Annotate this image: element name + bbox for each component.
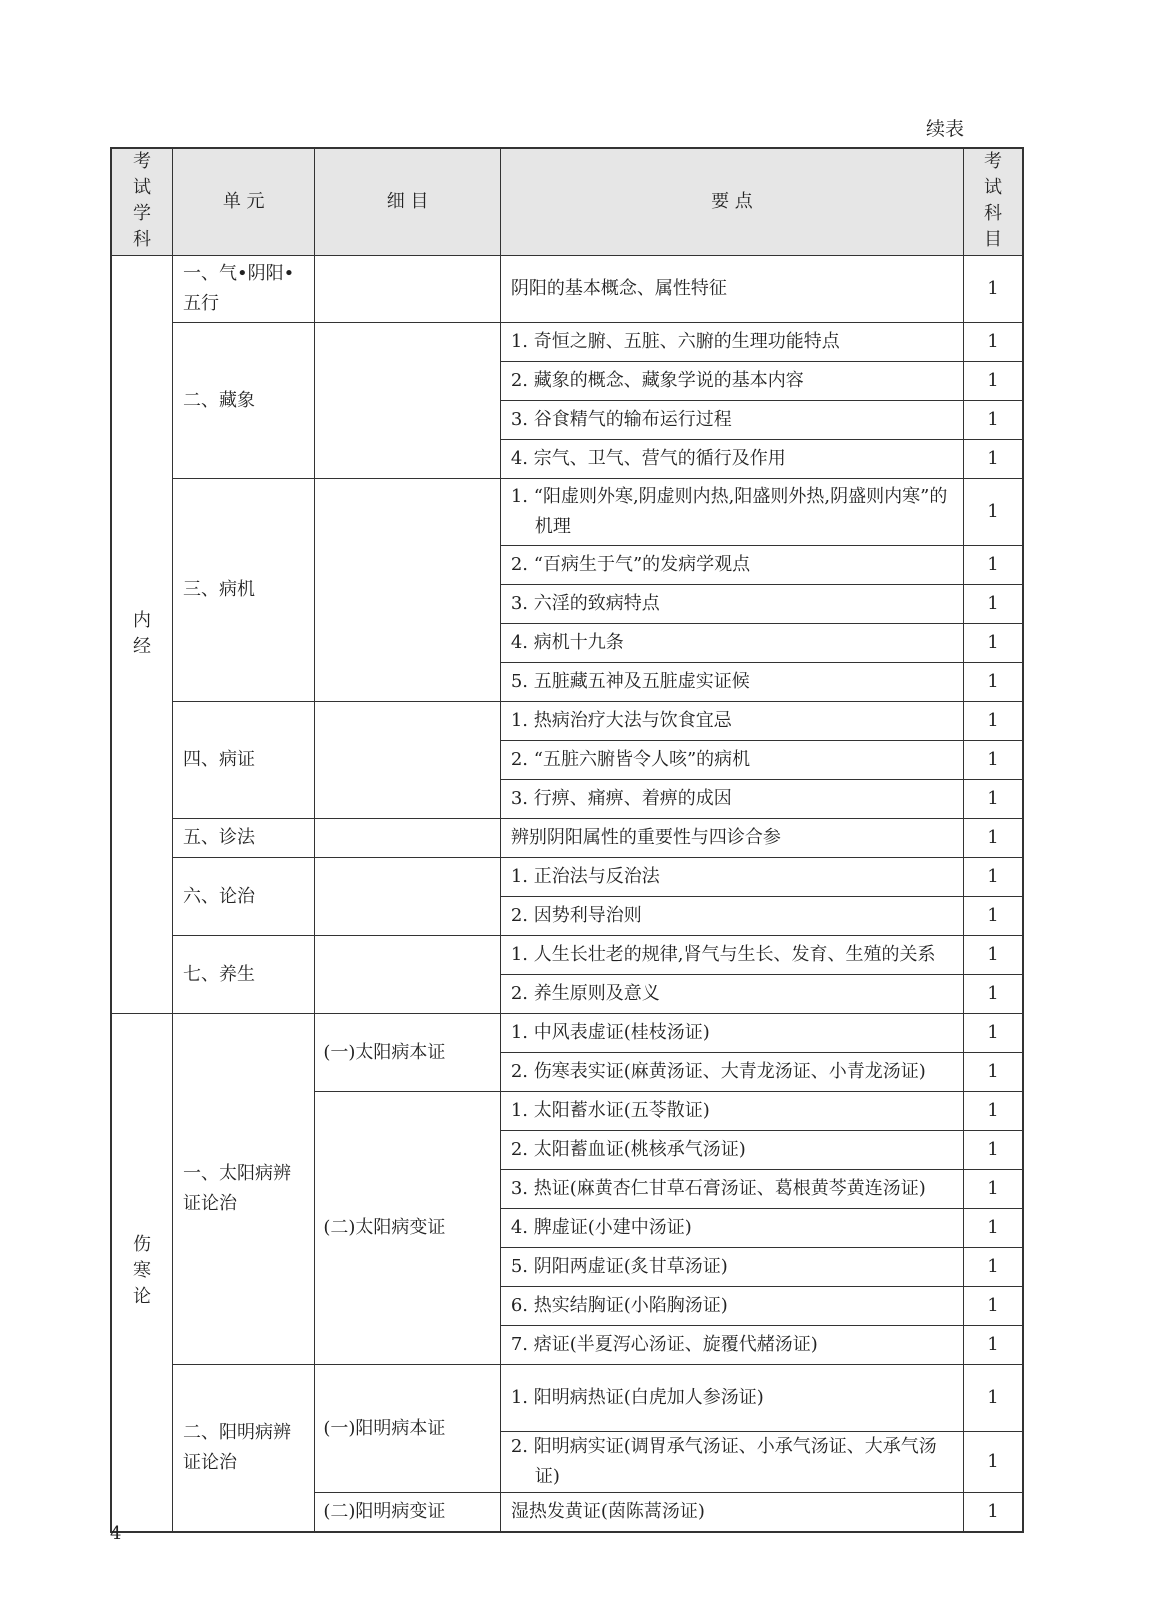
point-cell <box>500 1131 963 1170</box>
exam-cell: 1 <box>964 663 1023 702</box>
exam-cell: 1 <box>964 440 1023 479</box>
header-subject: 考试学科 <box>111 148 172 256</box>
exam-cell: 1 <box>964 741 1023 780</box>
table-row <box>111 936 1023 975</box>
point-text: 3. 热证(麻黄杏仁甘草石膏汤证、葛根黄芩黄连汤证) <box>510 1178 926 1199</box>
point-text: 4. 病机十九条 <box>510 632 624 653</box>
point-cell <box>500 975 963 1014</box>
unit-cell: 六、论治 <box>172 858 314 936</box>
point-cell <box>500 1287 963 1326</box>
exam-cell: 1 <box>964 1432 1023 1493</box>
continued-label: 续表 <box>925 118 964 140</box>
exam-cell: 1 <box>964 1326 1023 1365</box>
page-number: 4 <box>110 1523 122 1544</box>
point-cell <box>500 1365 963 1432</box>
table-row <box>111 702 1023 741</box>
unit-cell: 四、病证 <box>172 702 314 819</box>
point-cell <box>500 780 963 819</box>
unit-cell: 五、诊法 <box>172 819 314 858</box>
point-text: 3. 行痹、痛痹、着痹的成因 <box>510 788 732 809</box>
point-text: 2. 太阳蓄血证(桃核承气汤证) <box>510 1139 746 1160</box>
point-cell <box>500 624 963 663</box>
point-cell <box>500 741 963 780</box>
point-cell <box>500 897 963 936</box>
unit-cell: 二、阳明病辨证论治 <box>172 1365 314 1532</box>
subject-cell: 伤寒论 <box>111 1014 172 1532</box>
exam-cell: 1 <box>964 858 1023 897</box>
point-cell <box>500 256 963 323</box>
point-text: 1. 太阳蓄水证(五苓散证) <box>510 1100 710 1121</box>
detail-cell <box>315 256 500 323</box>
table-row <box>111 1365 1023 1432</box>
exam-cell: 1 <box>964 585 1023 624</box>
point-cell <box>500 1170 963 1209</box>
exam-cell: 1 <box>964 819 1023 858</box>
point-cell <box>500 362 963 401</box>
exam-cell: 1 <box>964 936 1023 975</box>
point-cell <box>500 1248 963 1287</box>
table-row <box>111 256 1023 323</box>
point-text: 4. 脾虚证(小建中汤证) <box>510 1217 692 1238</box>
point-cell <box>500 1053 963 1092</box>
point-text: 2. 因势利导治则 <box>510 905 642 926</box>
detail-cell <box>315 858 500 936</box>
detail-cell <box>315 819 500 858</box>
point-text: 2. 伤寒表实证(麻黄汤证、大青龙汤证、小青龙汤证) <box>510 1061 926 1082</box>
point-text: 1. 奇恒之腑、五脏、六腑的生理功能特点 <box>510 331 840 352</box>
point-cell <box>500 663 963 702</box>
unit-cell: 一、气•阴阳•五行 <box>172 256 314 323</box>
unit-cell: 二、藏象 <box>172 323 314 479</box>
exam-cell: 1 <box>964 479 1023 546</box>
point-cell <box>500 1209 963 1248</box>
syllabus-table <box>110 147 1024 1533</box>
exam-cell: 1 <box>964 975 1023 1014</box>
point-cell <box>500 440 963 479</box>
header-unit: 单 元 <box>172 148 314 256</box>
table-row <box>111 323 1023 362</box>
point-text: 1. 中风表虚证(桂枝汤证) <box>510 1022 710 1043</box>
point-cell <box>500 479 963 546</box>
point-cell <box>500 1014 963 1053</box>
exam-cell: 1 <box>964 780 1023 819</box>
point-text: 阴阳的基本概念、属性特征 <box>510 278 727 299</box>
point-text: 湿热发黄证(茵陈蒿汤证) <box>510 1500 705 1522</box>
exam-cell: 1 <box>964 1209 1023 1248</box>
point-text: 6. 热实结胸证(小陷胸汤证) <box>510 1295 728 1316</box>
point-text: 4. 宗气、卫气、营气的循行及作用 <box>510 448 786 469</box>
unit-cell: 七、养生 <box>172 936 314 1014</box>
point-text: 2. 养生原则及意义 <box>510 983 660 1004</box>
point-cell <box>500 1493 963 1532</box>
header-row <box>111 148 1023 256</box>
detail-cell: (二)太阳病变证 <box>315 1092 500 1365</box>
point-cell <box>500 936 963 975</box>
exam-cell: 1 <box>964 1131 1023 1170</box>
point-cell <box>500 1432 963 1493</box>
exam-cell: 1 <box>964 1248 1023 1287</box>
detail-cell: (二)阳明病变证 <box>315 1493 500 1532</box>
detail-cell <box>315 702 500 819</box>
exam-cell: 1 <box>964 401 1023 440</box>
exam-cell: 1 <box>964 1014 1023 1053</box>
detail-cell: (一)太阳病本证 <box>315 1014 500 1092</box>
point-text: 2. “百病生于气”的发病学观点 <box>510 554 751 575</box>
point-text: 2. 阳明病实证(调胃承气汤证、小承气汤证、大承气汤证) <box>510 1436 937 1487</box>
detail-cell <box>315 323 500 479</box>
point-cell <box>500 546 963 585</box>
point-cell <box>500 1326 963 1365</box>
exam-cell: 1 <box>964 1287 1023 1326</box>
point-text: 辨别阴阳属性的重要性与四诊合参 <box>510 827 781 848</box>
exam-cell: 1 <box>964 1493 1023 1532</box>
table-row <box>111 1014 1023 1053</box>
detail-cell: (一)阳明病本证 <box>315 1365 500 1493</box>
point-cell <box>500 702 963 741</box>
exam-cell: 1 <box>964 897 1023 936</box>
point-text: 3. 六淫的致病特点 <box>510 593 660 614</box>
point-cell <box>500 819 963 858</box>
exam-cell: 1 <box>964 702 1023 741</box>
detail-cell <box>315 479 500 702</box>
header-point: 要 点 <box>500 148 963 256</box>
point-text: 7. 痞证(半夏泻心汤证、旋覆代赭汤证) <box>510 1334 818 1355</box>
point-cell <box>500 858 963 897</box>
point-text: 3. 谷食精气的输布运行过程 <box>510 409 732 430</box>
exam-cell: 1 <box>964 624 1023 663</box>
point-text: 1. 正治法与反治法 <box>510 866 660 887</box>
exam-cell: 1 <box>964 256 1023 323</box>
point-cell <box>500 401 963 440</box>
detail-cell <box>315 936 500 1014</box>
header-exam: 考试科目 <box>964 148 1023 256</box>
exam-cell: 1 <box>964 323 1023 362</box>
point-text: 2. 藏象的概念、藏象学说的基本内容 <box>510 370 804 391</box>
point-cell <box>500 585 963 624</box>
point-text: 2. “五脏六腑皆令人咳”的病机 <box>510 749 751 770</box>
exam-cell: 1 <box>964 1365 1023 1432</box>
point-text: 1. 阳明病热证(白虎加人参汤证) <box>510 1387 764 1408</box>
exam-cell: 1 <box>964 1053 1023 1092</box>
point-text: 5. 阴阳两虚证(炙甘草汤证) <box>510 1256 728 1277</box>
point-cell <box>500 323 963 362</box>
exam-cell: 1 <box>964 1092 1023 1131</box>
point-text: 5. 五脏藏五神及五脏虚实证候 <box>510 671 750 692</box>
exam-cell: 1 <box>964 1170 1023 1209</box>
table-row <box>111 858 1023 897</box>
point-cell <box>500 1092 963 1131</box>
unit-cell: 一、太阳病辨证论治 <box>172 1014 314 1365</box>
table-row <box>111 479 1023 546</box>
table-row <box>111 819 1023 858</box>
header-detail: 细 目 <box>315 148 500 256</box>
point-text: 1. “阳虚则外寒,阴虚则内热,阳盛则外热,阴盛则内寒”的机理 <box>510 486 948 537</box>
exam-cell: 1 <box>964 546 1023 585</box>
unit-cell: 三、病机 <box>172 479 314 702</box>
exam-cell: 1 <box>964 362 1023 401</box>
point-text: 1. 热病治疗大法与饮食宜忌 <box>510 710 732 731</box>
subject-cell: 内经 <box>111 256 172 1014</box>
point-text: 1. 人生长壮老的规律,肾气与生长、发育、生殖的关系 <box>510 944 936 965</box>
